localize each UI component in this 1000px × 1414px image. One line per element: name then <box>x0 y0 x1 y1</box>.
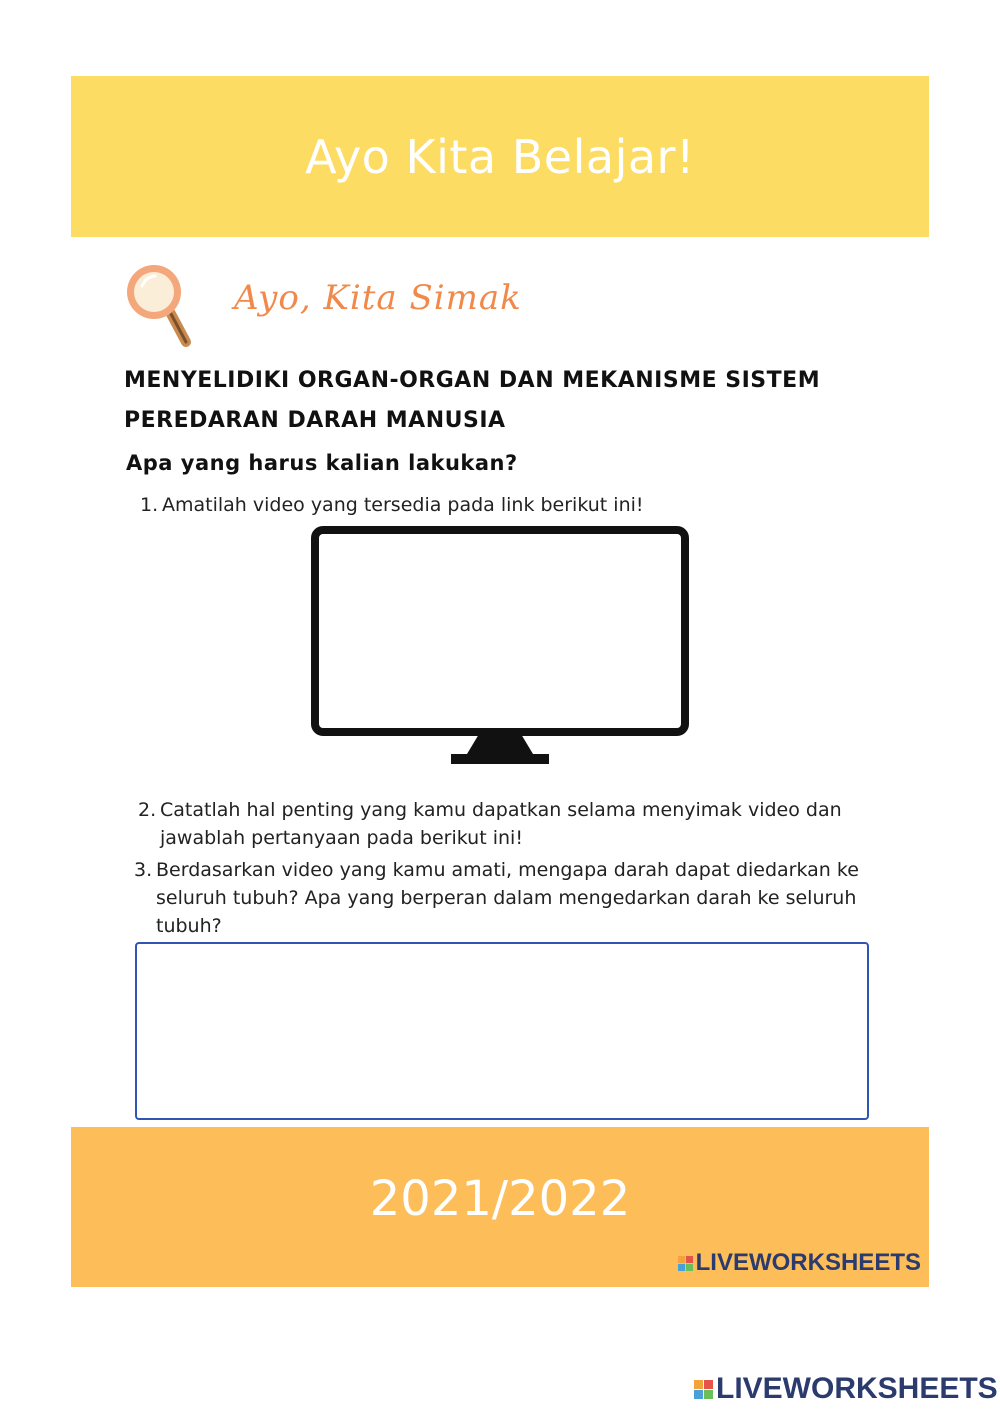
item-number: 2. <box>138 799 157 821</box>
brand-logo <box>678 1249 921 1277</box>
header-banner <box>71 76 929 237</box>
item-text: Berdasarkan video yang kamu amati, mengapa darah dapat diedarkan ke <box>156 859 859 881</box>
item-text: Amatilah video yang tersedia pada link berikut ini! <box>162 494 644 516</box>
item-text: Catatlah hal penting yang kamu dapatkan selama menyimak video dan <box>160 799 842 821</box>
item-text: tubuh? <box>156 915 222 937</box>
item-text: seluruh tubuh? Apa yang berperan dalam mengedarkan darah ke seluruh <box>156 887 857 909</box>
item-text: jawablah pertanyaan pada berikut ini! <box>160 827 523 849</box>
instructions-subheading: Apa yang harus kalian lakukan? <box>126 451 518 475</box>
worksheet-heading-line-1: MENYELIDIKI ORGAN-ORGAN DAN MEKANISME SISTEM <box>124 368 821 393</box>
brand-logo-icon <box>694 1380 713 1399</box>
item-number: 3. <box>134 859 153 881</box>
magnifier-icon <box>122 262 202 352</box>
footer-banner <box>71 1127 929 1287</box>
answer-input[interactable] <box>135 942 869 1120</box>
worksheet-heading-line-2: PEREDARAN DARAH MANUSIA <box>124 408 506 433</box>
school-year: 2021/2022 <box>369 1171 631 1227</box>
brand-logo-icon <box>678 1256 693 1271</box>
page-title: Ayo Kita Belajar! <box>305 129 695 184</box>
brand-name: LIVEWORKSHEETS <box>716 1372 998 1405</box>
video-monitor[interactable] <box>311 526 689 766</box>
brand-name: LIVEWORKSHEETS <box>695 1249 921 1276</box>
item-number: 1. <box>140 494 159 516</box>
brand-logo-page <box>694 1372 998 1406</box>
section-title: Ayo, Kita Simak <box>234 278 522 318</box>
